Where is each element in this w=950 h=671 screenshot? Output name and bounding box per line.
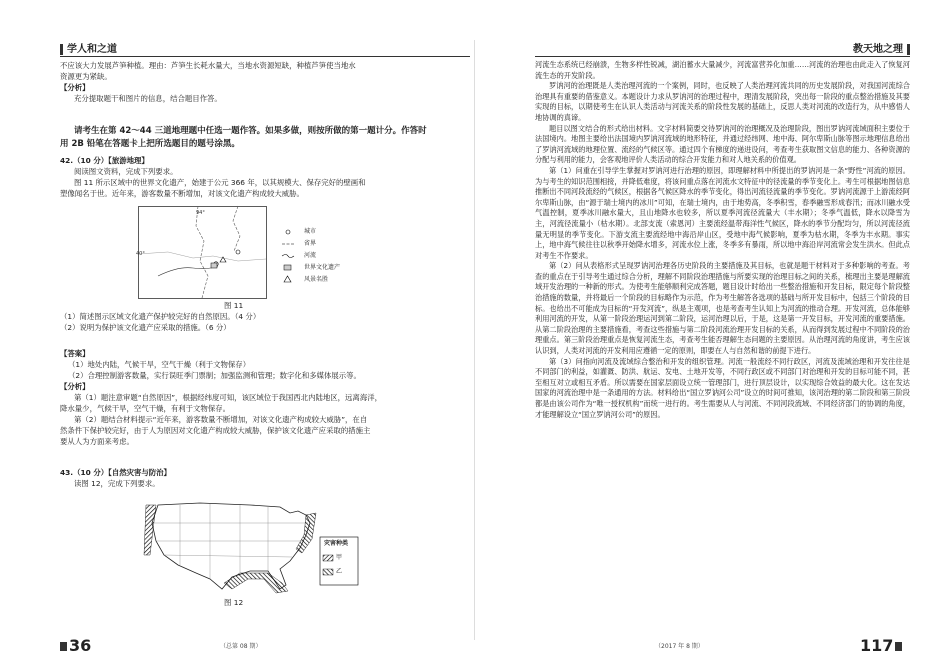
- q43: [60, 467, 470, 489]
- left-page-number-text: 36: [69, 636, 92, 655]
- intro-line: 资源更为紧缺。: [60, 72, 112, 81]
- right-paragraph: 第（2）问从表格形式呈现罗讷河治理各历史阶段的主要措施及其目标，也就是题干材料对于多种影响的考查。考查的重点在于引导考生通过综合分析，理解不同阶段治理措施与所要实现的治理目标之间的关系，梳理出主要是理解流域开发治理的一种新的形式。为使考生能够顺利完成答题，题目设计时给出一些整治措施和开发目标，限定每个阶段整治措施的数量，并将最后一个阶段的目标略作为示范，作为考生解答各选项的基础与所开发目标中，包括三个阶段的目标。也给出不可能成为目标的“开发河流”，纵是主观项，也是考查考生认知上为河流的推动合理。开发河流，总体能够利用河流的开发，从第一阶段治理运河到第二阶段，运河治理以后，于是，这是第一开发目标，开发河流的重要措施。从第二阶段治理的主要措施看，考查这些措施与第二阶段河流治理开发目标的关系，从而得到发展过程中不同阶段的治理重点。第三阶段治理重点是恢复河流生态，考查考生能否理解生态问题的主要原因。从治理河流的角度讲，考生应该认识到，人类对河流的开发利用应遵循一定的原则，即要在人与自然和谐的前提下进行。: [535, 261, 911, 356]
- q42-line: 阅读图文资料，完成下列要求。: [74, 167, 178, 176]
- answers: [60, 348, 470, 447]
- legend-title: 灾害种类: [324, 540, 349, 547]
- left-footer: （总第 08 期）: [220, 643, 262, 650]
- answer-line: （2）合理控制游客数量，实行误旺季门票制；加强监测和管理；数字化和多媒体展示等。: [68, 371, 361, 380]
- analysis-line: 要从人为方面来考虑。: [60, 437, 134, 446]
- map-lat-label: 40°: [136, 251, 145, 257]
- analysis-label: 【分析】: [60, 382, 90, 391]
- figure-12: [140, 493, 360, 598]
- right-page: [475, 0, 950, 671]
- q42: [60, 155, 470, 199]
- figure-12-caption: 图 12: [224, 598, 244, 607]
- map-lon-label: 94°: [196, 210, 205, 216]
- page-mark-icon: [60, 642, 67, 651]
- page-mark-icon: [895, 642, 902, 651]
- river-icon: [282, 255, 294, 258]
- right-page-number: [860, 636, 902, 655]
- legend-hazard-b: 乙: [336, 568, 343, 575]
- analysis-line: 降水量少，气候干旱，空气干燥，有利于文物保存。: [60, 404, 230, 413]
- legend-city: 城市: [304, 228, 317, 235]
- legend-hazard-b-icon: [323, 569, 333, 575]
- right-body: [535, 60, 910, 420]
- notice-line: 请考生在第 42～44 三道地理题中任选一题作答。如果多做，则按所做的第一题计分。作答时: [74, 126, 427, 136]
- legend-province: 省界: [304, 240, 317, 247]
- analysis-label: 【分析】: [60, 83, 90, 92]
- right-header-title: 教天地之理: [853, 44, 910, 55]
- left-header: [60, 40, 470, 57]
- right-paragraph: 第（3）问指向河流及流域综合整治和开发的组织管理。河流一般流经不同行政区，河流及流域治理和开发往往是不同部门的利益，如灌溉、防洪、航运、发电、土地开发等，不同行政区或不同部门对治理和开发的目标可能不同，甚至相互对立或相互矛盾。所以需要在国家层面设立统一管理部门，进行顶层设计，以实现综合效益的最大化。这在发达国家的河流治理中是一条通用的方法。材料给出“国立罗讷河公司”设立的时间可推知，该河治理的第二阶段和第三阶段都是由该公司作为“唯一授权机构”而统一进行的。考生需要从人与河流、不同河段流域、不同经济部门的协调的角度，才能理解设立“国立罗讷河公司”的原因。: [535, 356, 911, 419]
- analysis-line: 第（2）题结合材料提示“近年来，游客数量不断增加，对该文化遗产构成较大威胁”，在自: [74, 415, 368, 424]
- right-paragraph: 河流生态系统已经崩溃，生物多样性锐减，湖泊蓄水大量减少，河流富营养化加重……河流的治理也由此走入了恢复河流生态的开发阶段。: [535, 60, 910, 80]
- right-header: [535, 40, 910, 57]
- legend-river: 河流: [304, 252, 317, 259]
- figure-11-caption: 图 11: [224, 301, 244, 310]
- left-page-number: [60, 636, 91, 655]
- left-header-title: 学人和之道: [60, 44, 117, 55]
- right-page-number-text: 117: [860, 636, 894, 655]
- analysis-text: 充分提取题干和图片的信息，结合题目作答。: [74, 94, 222, 103]
- intro-line: 不应该大力发展芦笋种植。理由：芦笋生长耗水量大，当地水资源短缺，种植芦笋使当地水: [60, 61, 356, 70]
- intro-text: [60, 60, 470, 104]
- q42-question: （2）说明为保护该文化遗产应采取的措施。（6 分）: [60, 323, 231, 332]
- legend-hazard-a: 甲: [336, 554, 343, 561]
- answer-label: 【答案】: [60, 349, 90, 358]
- city-icon: [286, 230, 290, 234]
- scenic-icon: [284, 276, 291, 282]
- analysis-line: 第（1）题注意审题“自然原因”，根据经纬度可知，该区域位于我国西北内陆地区，远离海洋，: [74, 393, 382, 402]
- analysis-line: 然条件下保护较完好，由于人为原因对文化遗产构成较大威胁，保护该文化遗产应采取的措施主: [60, 426, 371, 435]
- legend-hazard-a-icon: [323, 555, 333, 561]
- right-paragraph: 罗讷河的治理既是人类治理河流的一个案例，同时，也反映了人类治理河流共同的历史发展阶段，对我国河流综合治理具有重要的借鉴意义。本题设计力求从罗讷河的治理过程中，理清发展阶段，突出每一阶段的重点整治措施及其要实现的目标，以期使考生在认识人类活动与河流关系的阶段性发展的基础上，反思人类对河流的改造行为，从中感悟人地协调的真谛。: [535, 81, 910, 122]
- legend-heritage: 世界文化遗产: [304, 264, 341, 271]
- q42-line: 图 11 所示区域中的世界文化遗产，始建于公元 366 年，以其规模大、保存完好的壁画和: [74, 178, 366, 187]
- notice: [60, 125, 470, 151]
- right-paragraph: 题目以图文结合的形式给出材料。文字材料简要交待罗讷河的治理概况及治理阶段，图出罗讷河流域面积主要位于法国境内。地图主要给出法国境内罗讷河流域的地形特征，并通过经纬网、地中海、阿尔卑斯山脉等图示地理信息给出了罗讷河流域的地理位置、流经的气候区等。通过四个有梯度的递进设问，考查考生获取图文信息的能力、各种资源的分配与利用的能力，会客观地评价人类活动的综合开发能力和对人地关系的价值观。: [535, 123, 910, 165]
- right-footer: （2017 年 8 期）: [655, 643, 704, 650]
- figure-11: [138, 206, 388, 306]
- legend-scenic: 风景名胜: [304, 276, 329, 283]
- q42-question: （1）简述图示区域文化遗产保护较完好的自然原因。（4 分）: [60, 312, 261, 321]
- right-paragraph: 第（1）问重在引导学生掌握对罗讷河进行治理的原因，即理解材料中所提出的罗讷河是一条“野性”河流的原因。为与考生的知识范围相接，并降低难度，将该问重点落在河流水文特征中的径流量的季节变化上。考生可根据地图信息推断出不同河段流经的气候区，根据各气候区降水的季节变化，得出河流径流量的季节变化。罗讷河流源于上游流经阿尔卑斯山脉，由“源于瑞士境内的冰川”可知，在瑞士境内，由于地势高，冬季积雪，春季融雪形成春汛；而冰川融水受气温控制，夏季冰川融水量大，且山地降水也较多，所以夏季河流径流量大（丰水期）；冬季气温低，降水以降雪为主，河流径流量小（枯水期）。北部支流（索恩河）主要流经温带海洋性气候区，降水的季节分配均匀，所以河流径流量无明显的季节变化。下游支流主要流经地中海沿岸山区，受地中海气候影响，夏季为枯水期，冬季为丰水期。事实上，地中海气候往往以秋季开始降水增多，河流水位上涨，冬季多有暴雨，所以地中海沿岸河流常会发生洪水。但此点对考生不作要求。: [535, 165, 910, 260]
- answer-line: （1）地处内陆，气候干旱，空气干燥（利于文物保存）: [68, 360, 251, 369]
- notice-line: 用 2B 铅笔在答题卡上把所选题目的题号涂黑。: [60, 139, 240, 149]
- q42-line: 塑像闻名于世。近年来，游客数量不断增加，对该文化遗产构成较大威胁。: [60, 189, 304, 198]
- q42-title: 42.（10 分）【旅游地理】: [60, 156, 149, 165]
- figure-11-map: [138, 206, 388, 306]
- q43-title: 43.（10 分）【自然灾害与防治】: [60, 468, 171, 477]
- q42-questions: [60, 311, 470, 333]
- q43-line: 读图 12，完成下列要求。: [74, 479, 160, 488]
- heritage-icon: [284, 265, 291, 270]
